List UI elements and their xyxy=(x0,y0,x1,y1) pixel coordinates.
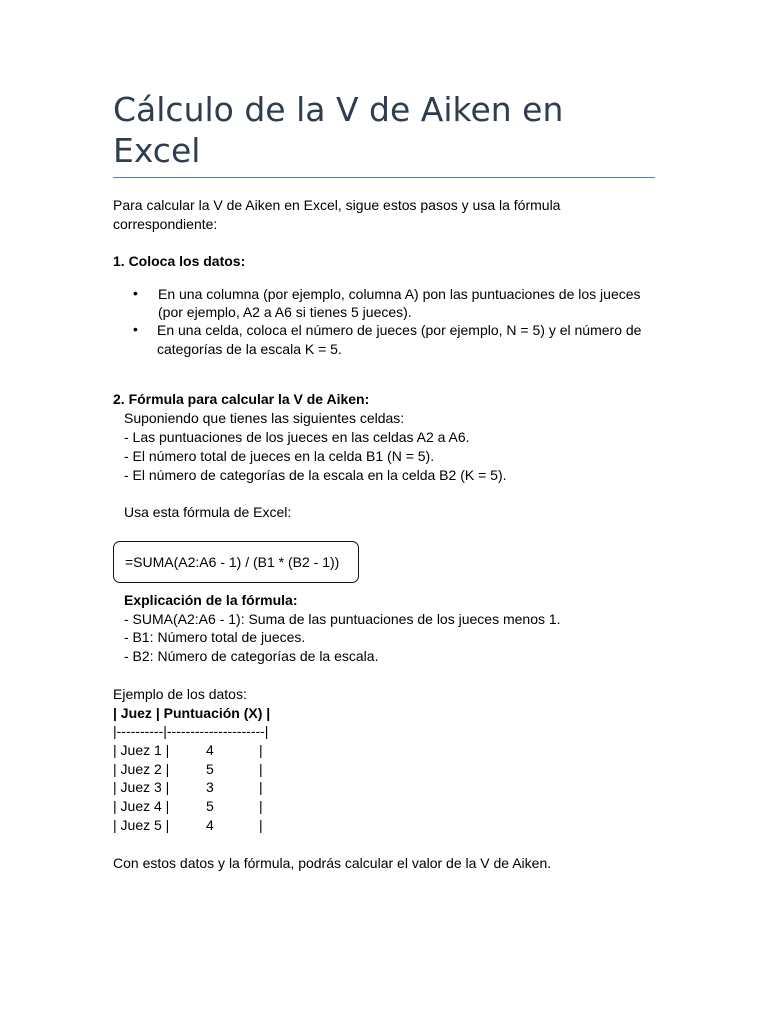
row-value: 5 xyxy=(206,798,214,814)
example-table-separator: |----------|---------------------| xyxy=(113,723,269,739)
section-2-line: - Las puntuaciones de los jueces en las celdas A2 a A6. xyxy=(124,429,470,445)
row-juez: | Juez 1 | xyxy=(113,742,170,758)
row-juez: | Juez 2 | xyxy=(113,761,170,777)
row-juez: | Juez 3 | xyxy=(113,779,170,795)
section-2-heading: 2. Fórmula para calcular la V de Aiken: xyxy=(113,391,370,407)
bullet-1-line-2: (por ejemplo, A2 a A6 si tienes 5 jueces). xyxy=(158,304,412,320)
row-juez: | Juez 5 | xyxy=(113,817,170,833)
row-end: | xyxy=(259,742,263,758)
row-end: | xyxy=(259,817,263,833)
row-end: | xyxy=(259,761,263,777)
explanation-line: - B1: Número total de jueces. xyxy=(124,629,306,645)
explanation-line: - SUMA(A2:A6 - 1): Suma de las puntuaciones de los jueces menos 1. xyxy=(124,611,561,627)
bullet-2-line-1: En una celda, coloca el número de jueces (por ejemplo, N = 5) y el número de xyxy=(157,322,642,338)
example-table-header: | Juez | Puntuación (X) | xyxy=(113,705,271,721)
bullet-dot: • xyxy=(133,285,138,301)
use-formula-text: Usa esta fórmula de Excel: xyxy=(124,504,292,520)
conclusion-paragraph: Con estos datos y la fórmula, podrás calcular el valor de la V de Aiken. xyxy=(113,855,552,871)
formula-text: =SUMA(A2:A6 - 1) / (B1 * (B2 - 1)) xyxy=(125,554,340,570)
row-value: 4 xyxy=(206,817,214,833)
bullet-dot: • xyxy=(133,321,138,337)
intro-paragraph: Para calcular la V de Aiken en Excel, sigue estos pasos y usa la fórmula correspondiente: xyxy=(113,197,561,232)
bullet-1-line-1: En una columna (por ejemplo, columna A) pon las puntuaciones de los jueces xyxy=(158,286,641,302)
section-2-line: - El número de categorías de la escala en la celda B2 (K = 5). xyxy=(124,467,507,483)
formula-box xyxy=(113,541,359,583)
section-1-heading: 1. Coloca los datos: xyxy=(113,253,246,269)
row-value: 4 xyxy=(206,742,214,758)
section-2-line: Suponiendo que tienes las siguientes celdas: xyxy=(124,410,405,426)
bullet-2-line-2: categorías de la escala K = 5. xyxy=(157,341,342,357)
title-underline xyxy=(113,177,655,178)
explanation-heading: Explicación de la fórmula: xyxy=(124,592,298,608)
document-title: Cálculo de la V de Aiken en Excel xyxy=(113,90,564,170)
example-label: Ejemplo de los datos: xyxy=(113,686,247,702)
explanation-line: - B2: Número de categorías de la escala. xyxy=(124,648,379,664)
row-value: 3 xyxy=(206,779,214,795)
row-end: | xyxy=(259,779,263,795)
row-juez: | Juez 4 | xyxy=(113,798,170,814)
row-value: 5 xyxy=(206,761,214,777)
section-2-line: - El número total de jueces en la celda B1 (N = 5). xyxy=(124,448,435,464)
row-end: | xyxy=(259,798,263,814)
